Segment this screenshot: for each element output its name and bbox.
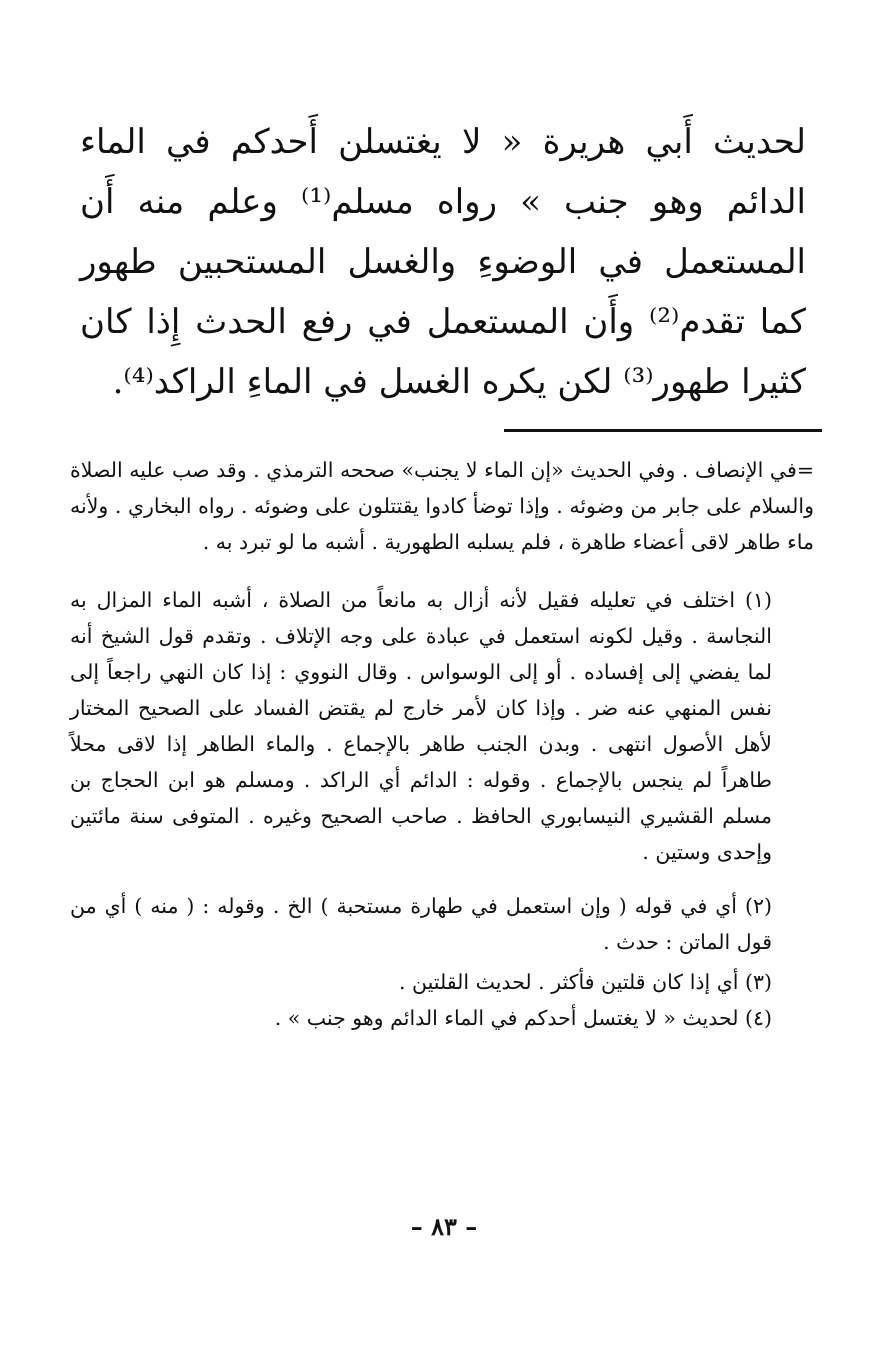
footnote-1: (١) اختلف في تعليله فقيل لأنه أزال به مانعاً من الصلاة ، أشبه الماء المزال به النجاسة . وقيل لكونه استعمل في عبادة على وجه الإتلاف . وتقدم قول الشيخ أنه لما يفضي إلى إفساده . أو إلى الوسواس . وقال النووي : إذا كان النهي راجعاً إلى نفس المنهي عنه ضر . وإذا كان لأمر خارج لم يقتض الفساد على الصحيح المختار لأهل الأصول انتهى . وبدن الجنب طاهر بالإجماع . والماء الطاهر إذا لاقى محلاً طاهراً لم ينجس بالإجماع . وقوله : الدائم أي الراكد . ومسلم هو ابن الحجاج بن مسلم القشيري النيسابوري الحافظ . صاحب الصحيح وغيره . المتوفى سنة مائتين وإحدى وستين . [70,588,772,864]
main-paragraph: لحديث أَبي هريرة « لا يغتسلن أَحدكم في الماء الدائم وهو جنب » رواه مسلم⁽¹⁾ وعلم منه أَن المستعمل في الوضوءِ والغسل المستحبين طهور كما تقدم⁽²⁾ وأَن المستعمل في رفع الحدث إِذا كان كثيرا طهور⁽³⁾ لكن يكره الغسل في الماءِ الراكد⁽⁴⁾. [80,122,806,402]
footnote-continuation: =في الإنصاف . وفي الحديث «إن الماء لا يجنب» صححه الترمذي . وقد صب عليه الصلاة والسلام على جابر من وضوئه . وإذا توضأ كادوا يقتتلون على وضوئه . رواه البخاري . ولأنه ماء طاهر لاقى أعضاء طاهرة ، فلم يسلبه الطهورية . أشبه ما لو تبرد به . [70,458,814,554]
footnote-2: (٢) أي في قوله ( وإن استعمل في طهارة مستحبة ) الخ . وقوله : ( منه ) أي من قول الماتن : حدث . [70,894,772,954]
footnote-divider [504,429,822,432]
footnotes-section [70,452,814,1036]
footnote-4: (٤) لحديث « لا يغتسل أحدكم في الماء الدائم وهو جنب » . [274,1006,772,1030]
page-number: – ٨٣ – [410,1212,478,1241]
footnote-3: (٣) أي إذا كان قلتين فأكثر . لحديث القلتين . [398,970,772,994]
